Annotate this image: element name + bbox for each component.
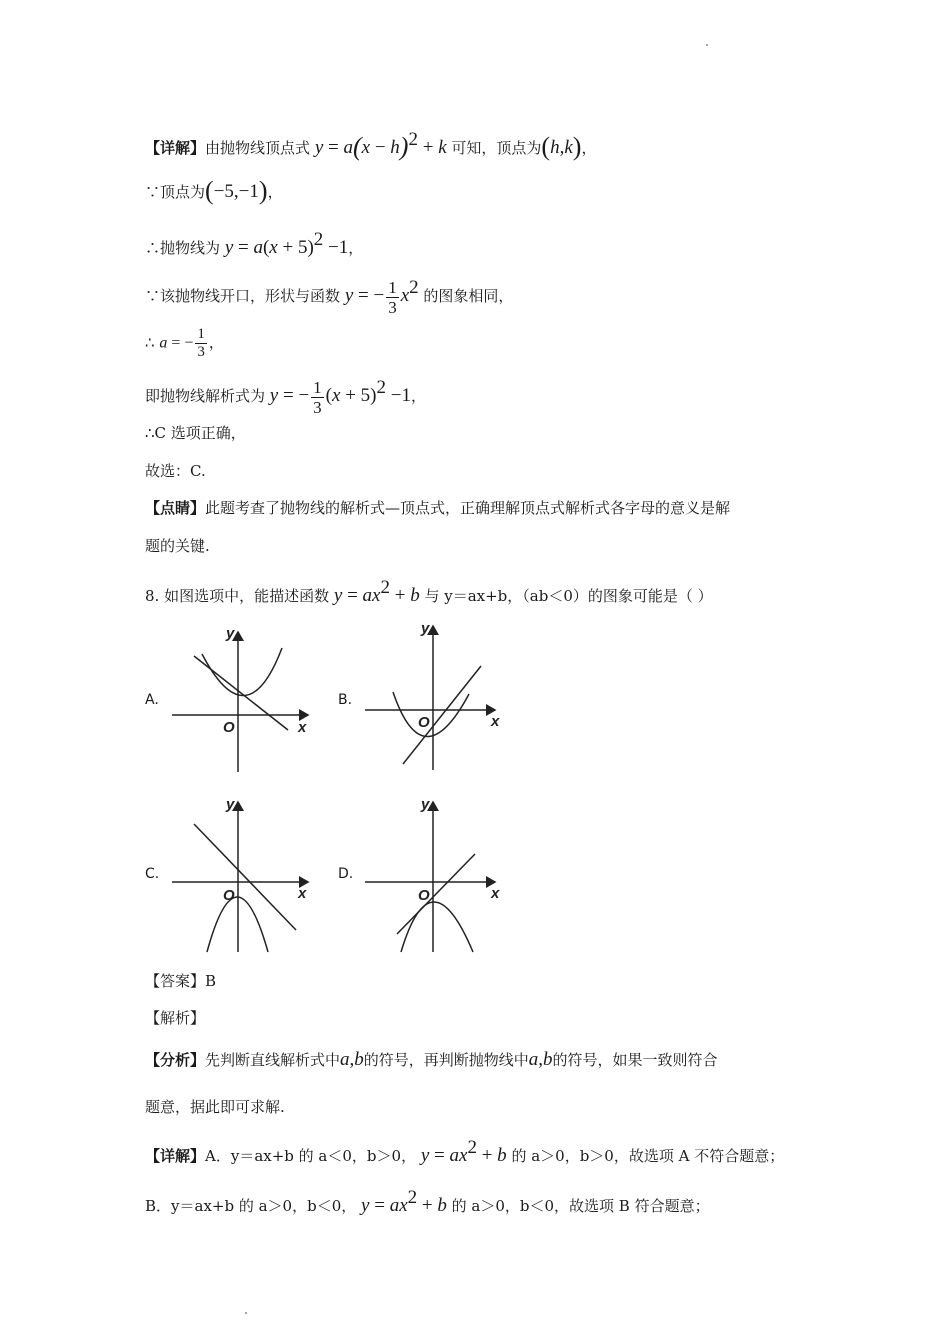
text: ， <box>348 239 364 257</box>
y-label: y <box>421 620 430 637</box>
line <box>397 854 475 934</box>
option-b-label: B. <box>338 692 353 708</box>
question-8 <box>145 576 713 608</box>
text: 的 a＞0，b＜0，故选项 B 符合题意； <box>451 1197 710 1215</box>
text: ， <box>581 139 597 157</box>
option-c-label: C. <box>145 866 160 882</box>
analysis-head: 【解析】 <box>145 1009 206 1027</box>
footer-dot <box>245 1312 247 1314</box>
text: 即抛物线解析式为 <box>145 387 266 405</box>
because-symbol: ∵ <box>145 287 161 305</box>
x-label: x <box>298 719 307 736</box>
comment-line-2: 题的关键. <box>145 537 210 555</box>
graph-a <box>170 620 320 775</box>
parabola <box>401 902 473 952</box>
text: 先判断直线解析式中 <box>205 1051 341 1069</box>
detail-line-3 <box>145 228 363 260</box>
y-label: y <box>226 625 235 642</box>
text: ， <box>267 183 283 201</box>
text: 的符号，如果一致则符合 <box>552 1051 718 1069</box>
y-label: y <box>421 796 430 813</box>
graph-c <box>170 792 320 954</box>
detail-head: 【详解】 <box>145 1147 206 1165</box>
option-a-label: A. <box>145 692 159 708</box>
fraction: $\frac{1}{3}$ <box>388 277 397 317</box>
detail-line-4: ∵该抛物线开口，形状与函数 y = − $\frac{1}{3}$ $x^2$ 的图象相同， <box>145 277 514 317</box>
corner-dot <box>706 44 708 46</box>
graph-b <box>363 620 523 775</box>
y-label: y <box>226 796 235 813</box>
because-symbol: ∵ <box>145 183 161 201</box>
fraction: $\frac{1}{3}$ <box>313 377 322 417</box>
vertex-formula: $y = a(x - h)^2 + k$ <box>314 129 447 161</box>
therefore-symbol: ∴ <box>145 333 155 352</box>
text: 此题考查了抛物线的解析式—顶点式，正确理解顶点式解析式各字母的意义是解 <box>205 499 731 517</box>
text: ， <box>208 333 224 352</box>
answer-line <box>145 969 216 993</box>
comment-line-1 <box>145 496 730 520</box>
text: B．y＝ax+b 的 a＞0，b＜0， <box>145 1197 357 1215</box>
answer-head: 【答案】 <box>145 972 206 990</box>
detail-line-6: 即抛物线解析式为 y = − $\frac{1}{3}$ $(x + 5)^2 -1$， <box>145 377 426 417</box>
therefore-symbol: ∴ <box>145 239 161 257</box>
detail-b-line <box>145 1186 710 1218</box>
graph-d <box>363 792 523 954</box>
x-label: x <box>491 885 500 902</box>
text: A．y＝ax+b 的 a＜0，b＞0， <box>205 1147 417 1165</box>
origin-label: O <box>418 714 430 731</box>
text: 该抛物线开口，形状与函数 <box>160 287 341 305</box>
comment-head: 【点睛】 <box>145 499 206 517</box>
text: 的符号，再判断抛物线中 <box>363 1051 529 1069</box>
text: ， <box>410 387 426 405</box>
text: 抛物线为 <box>160 239 221 257</box>
detail-line-1: 【详解】由抛物线顶点式 $y = a(x - h)^2 + k$ 可知，顶点为(h,k)， <box>145 129 597 161</box>
origin-label: O <box>223 719 235 736</box>
detail-line-8: 故选：C. <box>145 462 206 480</box>
text: 的 a＞0，b＞0，故选项 A 不符合题意； <box>511 1147 785 1165</box>
text: 可知，顶点为 <box>451 139 542 157</box>
origin-label: O <box>223 887 235 904</box>
fenxi-line-2: 题意，据此即可求解. <box>145 1098 285 1116</box>
formula: y = − <box>269 385 310 406</box>
line <box>403 666 481 764</box>
answer-value: B <box>205 972 217 990</box>
fenxi-line-1: 【分析】先判断直线解析式中a,b的符号，再判断抛物线中a,b的符号，如果一致则符合 <box>145 1049 718 1070</box>
fraction: $\frac{1}{3}$ <box>197 326 205 360</box>
text: 的图象相同， <box>423 287 514 305</box>
formula: $y = ax^2 + b$ <box>333 577 420 606</box>
text: 8. 如图选项中，能描述函数 <box>145 587 330 605</box>
formula: $y = ax^2 + b$ <box>361 1187 447 1216</box>
formula: y = − <box>344 285 385 306</box>
detail-line-7: ∴C 选项正确， <box>145 424 246 442</box>
text: 顶点为 <box>160 183 206 201</box>
x-label: x <box>298 885 307 902</box>
detail-line-5: ∴ a = − $\frac{1}{3}$ ， <box>145 326 224 360</box>
formula: $y = a(x + 5)^2 -1$ <box>224 229 349 258</box>
option-d-label: D. <box>338 866 354 882</box>
origin-label: O <box>418 887 430 904</box>
formula: $y = ax^2 + b$ <box>420 1137 507 1166</box>
detail-a-line <box>145 1136 784 1168</box>
detail-line-2: ∵顶点为(−5,−1)， <box>145 176 283 205</box>
fenxi-head: 【分析】 <box>145 1051 206 1069</box>
x-label: x <box>491 713 500 730</box>
text: 与 y＝ax+b，（ab＜0）的图象可能是（ ） <box>424 587 713 605</box>
detail-head: 【详解】 <box>145 139 206 157</box>
line <box>194 824 296 930</box>
text: 由抛物线顶点式 <box>205 139 311 157</box>
vertex-value: −5,−1 <box>213 181 259 202</box>
